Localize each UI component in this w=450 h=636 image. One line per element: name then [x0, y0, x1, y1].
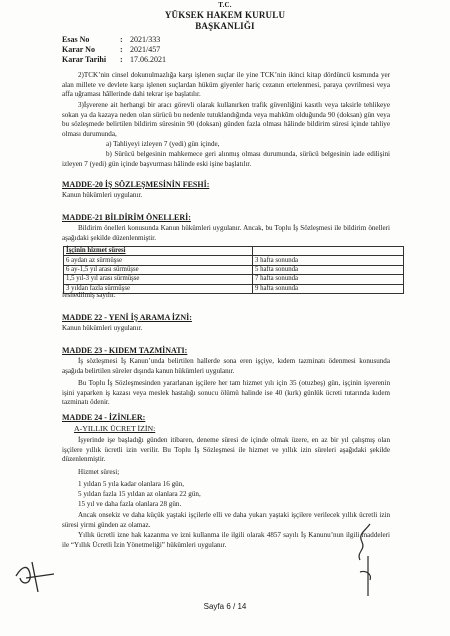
after-table-text: feshedilmiş sayılır.	[62, 291, 116, 299]
article-24-para-1: İşyerinde işe başladığı günden itibaren, deneme süresi de içinde olmak üzere, en az bir yıl çalışmış olan işçilere yıllık ücretli izin verilir. Bu Toplu İş Sözleşmesi ile hizmet ve yıllık izin süreleri aşağıdaki şekilde düzenlenmiştir.	[62, 436, 390, 464]
table-header-row	[64, 247, 404, 256]
notice-cell: 3 hafta sonunda	[253, 256, 404, 265]
article-22-title: MADDE 22 - YENİ İŞ ARAMA İZNİ:	[62, 313, 192, 322]
article-23-para-2: Bu Toplu İş Sözleşmesinden yararlanan işçilere her tam hizmet yılı için 35 (otuzbeş) gün, işçinin işverenin işini yaparken iş kazası veya meslek hastalığı sonucu ölümü halinde ise 40 (kırk) günlük ücreti tutarında kıdem tazminatı ödenir.	[62, 379, 390, 407]
leave-list-item: 15 yıl ve daha fazla olanlara 28 gün.	[78, 500, 182, 508]
table-header-empty	[253, 247, 404, 256]
article-20-title: MADDE-20 İŞ SÖZLEŞMESİNİN FESHİ:	[62, 180, 210, 189]
table-header-cell: İşçinin hizmet süresi	[64, 247, 253, 256]
notice-cell: 9 hafta sonunda	[253, 284, 404, 293]
duration-cell: 3 yıldan fazla sürmüşse	[64, 284, 253, 293]
leave-list-item: 5 yıldan fazla 15 yıldan az olanlara 22 gün,	[78, 490, 201, 498]
signature-right	[348, 520, 388, 600]
meta-esas: Esas No : 2021/333	[62, 35, 161, 44]
article-24-para-2: Ancak onsekiz ve daha küçük yaştaki işçilerle elli ve daha yukarı yaştaki işçilere verilecek yıllık ücretli izin süresi yirmi günden az olamaz.	[62, 511, 390, 529]
duration-cell: 6 aydan az sürmüşse	[64, 256, 253, 265]
service-term-heading: Hizmet süresi;	[78, 468, 120, 476]
table-row	[64, 256, 404, 265]
duration-cell: 1,5 yıl-3 yıl arası sürmüşse	[64, 275, 253, 284]
paragraph-3a: a) Tahliyeyi izleyen 7 (yedi) gün içinde,	[106, 140, 220, 148]
signature-left	[8, 556, 68, 596]
article-24-title: MADDE 24 - İZİNLER:	[62, 413, 146, 422]
paragraph-3b: b) Sürücü belgesinin mahkemece geri alınmış olması durumunda, sürücü belgesinin iade edilişini izleyen 7 (yedi) gün içinde başvurması hâlinde eski işine başlatılır.	[62, 150, 390, 168]
article-23-para-1: İş sözleşmesi İş Kanun’unda belirtilen hallerde sona eren işçiye, kıdem tazminatı ödenmesi konusunda aşağıda belirtilen süreler dışında kanun hükümleri uygulanır.	[62, 357, 390, 375]
article-21-title: MADDE-21 BİLDİRİM ÖNELLERİ:	[62, 213, 191, 222]
leave-list-item: 1 yıldan 5 yıla kadar olanlara 16 gün,	[78, 480, 184, 488]
table-row	[64, 275, 404, 284]
meta-tarih: Karar Tarihi : 17.06.2021	[62, 55, 166, 64]
header-subtitle: BAŞKANLIĞI	[195, 21, 255, 31]
table-row	[64, 265, 404, 274]
paragraph-2: 2)TCK’nin cinsel dokunulmazlığa karşı işlenen suçlar ile yine TCK’nin ikinci kitap dördüncü kısmında yer alan millete ve devlete karşı işlenen suçlardan hüküm giyenler hariç cezanın ertelenmesi, paraya çevrilmesi veya affa uğraması hâllerinde dahi tekrar işe başlatılır.	[62, 71, 390, 99]
duration-cell: 6 ay-1,5 yıl arası sürmüşse	[64, 265, 253, 274]
article-24-subtitle: A-YILLIK ÜCRET İZİN:	[74, 424, 156, 433]
article-22-body: Kanun hükümleri uygulanır.	[62, 324, 143, 332]
meta-karar: Karar No : 2021/457	[62, 45, 161, 54]
article-24-para-3: Yıllık ücretli izne hak kazanma ve izni kullanma ile ilgili olarak 4857 sayılı İş Kanunu’nun ilgili maddeleri ile “Yıllık Ücretli İzin Yönetmeliği” hükümleri uygulanır.	[62, 531, 390, 549]
header-title: YÜKSEK HAKEM KURULU	[164, 10, 286, 20]
article-21-body: Bildirim önelleri konusunda Kanun hükümleri uygulanır. Ancak, bu Toplu İş Sözleşmesi ile bildirim önelleri aşağıdaki şekilde düzenlenmiştir.	[62, 224, 390, 242]
page-number: Sayfa 6 / 14	[203, 602, 247, 611]
article-23-title: MADDE 23 - KIDEM TAZMİNATI:	[62, 346, 188, 355]
notice-period-table	[63, 246, 404, 294]
paragraph-3: 3)İşverene ait herhangi bir aracı görevli olarak kullanırken trafik güvenliğini kasıtlı veya taksirle tehlikeye sokan ya da kazaya neden olan sürücü bu nedenle tutuklandığında veya mahkûm olduğunda 90 (doksan) gün veya bu sözleşmede belirtilen bildirim süresinin 90 (doksan) günden fazla olması hâlinde bildirim süresi içinde tahliye olması durumunda,	[62, 101, 390, 138]
notice-cell: 7 hafta sonunda	[253, 275, 404, 284]
notice-cell: 5 hafta sonunda	[253, 265, 404, 274]
header-tc: T.C.	[218, 1, 232, 9]
case-meta	[62, 35, 166, 65]
article-20-body: Kanun hükümleri uygulanır.	[62, 191, 143, 199]
